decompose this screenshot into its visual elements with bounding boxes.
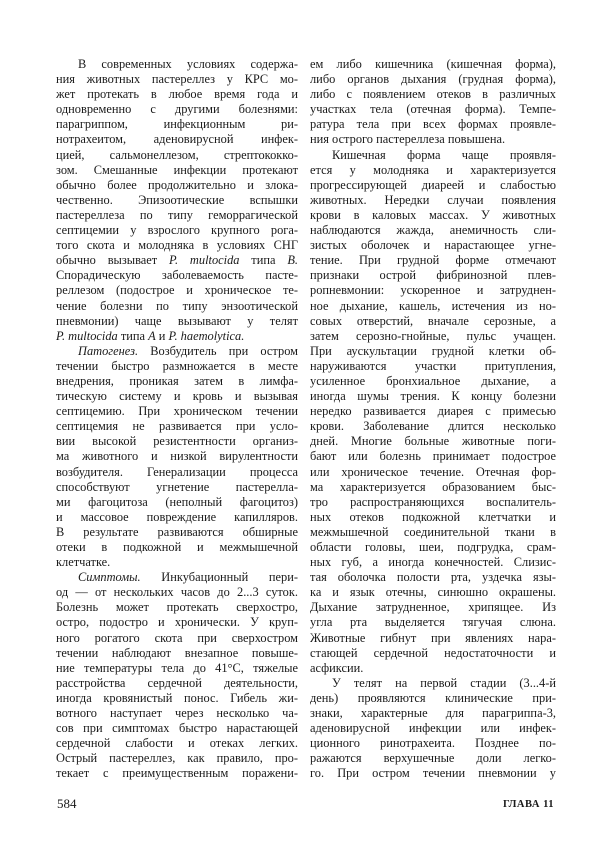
text-line bbox=[310, 615, 556, 630]
text-segment: тая оболочка полости рта, уздечка язы- bbox=[310, 570, 556, 585]
text-segment: од — от нескольких часов до 2...3 суток. bbox=[56, 585, 298, 600]
paragraph bbox=[56, 570, 298, 781]
paragraph bbox=[310, 57, 556, 148]
text-line bbox=[310, 299, 556, 314]
text-segment: ное дыхание, кашель, истечения из но- bbox=[310, 298, 556, 313]
text-segment: вотного наступает через несколько ча- bbox=[56, 706, 298, 721]
text-segment: бают или болезнь принимает подострое bbox=[310, 449, 556, 464]
text-line bbox=[310, 751, 556, 766]
text-line bbox=[310, 72, 556, 87]
text-line bbox=[310, 329, 556, 344]
text-line bbox=[56, 374, 298, 389]
text-line bbox=[310, 253, 556, 268]
text-line bbox=[56, 163, 298, 178]
text-segment: расстройства сердечной деятельности, bbox=[56, 675, 298, 690]
text-line bbox=[56, 253, 298, 268]
text-line bbox=[56, 117, 298, 132]
text-line bbox=[310, 117, 556, 132]
text-segment: зистых оболочек и нарастающее угне- bbox=[310, 238, 556, 253]
text-segment: типа bbox=[117, 328, 149, 343]
text-segment: При аускультации грудной клетки об- bbox=[310, 343, 556, 358]
text-segment: либо органов дыхания (грудная форма), bbox=[310, 72, 556, 87]
text-line bbox=[56, 178, 298, 193]
text-line bbox=[56, 329, 298, 344]
text-segment: межмышечной соединительной ткани в bbox=[310, 524, 556, 539]
text-segment: септицемии у взрослого крупного рога- bbox=[56, 223, 298, 238]
text-segment: ма характеризуется образованием быс- bbox=[310, 479, 556, 494]
text-segment: жет протекать в любое время года и bbox=[56, 87, 298, 102]
paragraph bbox=[310, 148, 556, 676]
text-line bbox=[56, 87, 298, 102]
text-segment: ния животных пастереллез у КРС мо- bbox=[56, 72, 298, 87]
text-line bbox=[310, 646, 556, 661]
italic-text: Патогенез. bbox=[78, 343, 139, 358]
text-line bbox=[310, 510, 556, 525]
text-line bbox=[310, 525, 556, 540]
text-line bbox=[56, 359, 298, 374]
text-line bbox=[310, 555, 556, 570]
text-segment: крови. Заболевание длится несколько bbox=[310, 419, 556, 434]
text-line bbox=[56, 389, 298, 404]
text-segment: асфиксии. bbox=[310, 660, 364, 675]
text-segment: ных отеков подкожной клетчатки и bbox=[310, 509, 556, 524]
paragraph bbox=[56, 57, 298, 344]
text-line bbox=[310, 148, 556, 163]
text-line bbox=[56, 208, 298, 223]
text-line bbox=[56, 57, 298, 72]
right-column bbox=[310, 57, 556, 782]
paragraph bbox=[56, 344, 298, 570]
text-segment: ма животного и низкой вирулентности bbox=[56, 449, 298, 464]
text-segment: области головы, шеи, подгрудка, срам- bbox=[310, 540, 556, 554]
text-line bbox=[310, 495, 556, 510]
text-segment: ка и язык отечны, синюшно окрашены. bbox=[310, 585, 556, 600]
text-line bbox=[56, 555, 298, 570]
text-segment: и bbox=[155, 328, 169, 343]
text-segment: Болезнь может протекать сверхостро, bbox=[56, 600, 298, 615]
text-segment: одновременно с другими болезнями: bbox=[56, 102, 298, 117]
text-segment: течении наблюдают внезапное повыше- bbox=[56, 645, 298, 660]
text-segment: наблюдаются жажда, анемичность сли- bbox=[310, 223, 556, 238]
text-line bbox=[310, 268, 556, 283]
text-segment: либо с появлением отеков в различных bbox=[310, 87, 556, 102]
text-line bbox=[56, 404, 298, 419]
text-line bbox=[310, 223, 556, 238]
text-segment: ми фагоцитоза (неполный фагоцитоз) bbox=[56, 494, 298, 509]
text-line bbox=[310, 238, 556, 253]
text-line bbox=[310, 283, 556, 298]
text-line bbox=[310, 721, 556, 736]
text-segment: В современных условиях содержа- bbox=[78, 57, 298, 71]
left-column bbox=[56, 57, 298, 782]
text-line bbox=[310, 314, 556, 329]
text-segment: сов при симптомах быстро нарастающей bbox=[56, 721, 298, 736]
text-segment: Спорадическую заболеваемость пасте- bbox=[56, 268, 298, 283]
text-segment: парагриппом, инфекционным ри- bbox=[56, 117, 298, 132]
text-line bbox=[56, 283, 298, 298]
text-segment: Острый пастереллез, как правило, про- bbox=[56, 751, 298, 766]
text-line bbox=[56, 193, 298, 208]
text-segment: затем серозно-гнойные, пульс учащен. bbox=[310, 328, 556, 343]
text-line bbox=[56, 751, 298, 766]
text-line bbox=[310, 193, 556, 208]
text-segment: ционного ринотрахеита. Позднее по- bbox=[310, 736, 556, 751]
text-segment: Возбудитель при остром bbox=[138, 343, 298, 358]
text-segment: иногда шумы трения. К концу болезни bbox=[310, 389, 556, 404]
text-segment: чественно. Эпизоотические вспышки bbox=[56, 192, 298, 207]
text-line bbox=[56, 223, 298, 238]
text-segment: наруживаются участки притупления, bbox=[310, 358, 556, 373]
italic-text: P. multocida bbox=[169, 253, 240, 268]
text-segment: ражаются верхушечные доли легко- bbox=[310, 751, 556, 766]
text-line bbox=[56, 615, 298, 630]
text-segment: крови в каловых массах. У животных bbox=[310, 207, 556, 222]
text-segment: совых отверстий, вначале серозные, а bbox=[310, 313, 556, 328]
text-line bbox=[56, 132, 298, 147]
text-segment: или хроническое течение. Отечная фор- bbox=[310, 464, 556, 479]
page-number: 584 bbox=[57, 796, 77, 811]
text-line bbox=[56, 268, 298, 283]
text-segment: У телят на первой стадии (3...4-й bbox=[332, 675, 556, 690]
text-segment: отеки в подкожной и межмышечной bbox=[56, 540, 298, 554]
text-line bbox=[56, 299, 298, 314]
text-segment: го. При остром течении пневмонии у bbox=[310, 766, 556, 781]
text-line bbox=[310, 600, 556, 615]
text-segment: остро, подостро и хронически. У круп- bbox=[56, 615, 298, 630]
text-line bbox=[310, 570, 556, 585]
text-segment: ного рогатого скота при сверхостром bbox=[56, 630, 298, 645]
text-segment: Животные гибнут при явлениях нара- bbox=[310, 630, 556, 645]
text-line bbox=[56, 102, 298, 117]
italic-text: Симптомы. bbox=[78, 570, 141, 585]
text-segment: ратура тела при всех формах проявле- bbox=[310, 117, 556, 132]
text-segment: пневмонии) чаще вызывают у телят bbox=[56, 313, 298, 328]
text-line bbox=[56, 480, 298, 495]
text-line bbox=[310, 208, 556, 223]
text-line bbox=[310, 691, 556, 706]
text-segment: день) проявляются клинические при- bbox=[310, 690, 556, 705]
text-segment: угла рта выделяется тягучая слюна. bbox=[310, 615, 556, 630]
text-line bbox=[310, 87, 556, 102]
text-line bbox=[310, 480, 556, 495]
text-segment: ропневмонии: ускоренное и затруднен- bbox=[310, 283, 556, 298]
text-line bbox=[56, 540, 298, 555]
text-line bbox=[310, 766, 556, 781]
text-segment: типа bbox=[239, 253, 288, 268]
text-segment: ние температуры тела до 41°С, тяжелые bbox=[56, 660, 298, 675]
text-segment: реллезом (подострое и хроническое те- bbox=[56, 283, 298, 298]
text-segment: обычно вызывает bbox=[56, 253, 170, 268]
text-segment: того скота и молодняка в условиях СНГ bbox=[56, 238, 298, 253]
text-line bbox=[56, 600, 298, 615]
text-line bbox=[310, 344, 556, 359]
text-line bbox=[310, 163, 556, 178]
text-segment: ных губ, а иногда конечностей. Слизис- bbox=[310, 555, 556, 570]
text-segment: тение. При грудной форме отмечают bbox=[310, 253, 556, 268]
text-line bbox=[310, 736, 556, 751]
text-line bbox=[56, 434, 298, 449]
running-footer-chapter: ГЛАВА 11 bbox=[503, 799, 554, 810]
text-line bbox=[310, 465, 556, 480]
text-line bbox=[56, 510, 298, 525]
text-segment: пастереллеза по типу геморрагической bbox=[56, 207, 298, 222]
italic-text: P. haemolytica. bbox=[168, 328, 245, 343]
text-line bbox=[56, 238, 298, 253]
text-line bbox=[310, 132, 556, 147]
text-segment: внедрения, проникая затем в лимфа- bbox=[56, 373, 298, 388]
text-line bbox=[56, 721, 298, 736]
text-segment: животных. Нередки случаи появления bbox=[310, 192, 556, 207]
text-line bbox=[310, 102, 556, 117]
paragraph bbox=[310, 676, 556, 782]
text-segment: септицемию. При хроническом течении bbox=[56, 404, 298, 419]
text-line bbox=[56, 691, 298, 706]
text-line bbox=[56, 449, 298, 464]
text-line bbox=[310, 540, 556, 555]
text-line bbox=[310, 389, 556, 404]
text-line bbox=[310, 661, 556, 676]
italic-text: A bbox=[148, 328, 156, 343]
text-segment: возбудителя. Генерализации процесса bbox=[56, 464, 298, 479]
text-segment: Кишечная форма чаще проявля- bbox=[332, 147, 556, 162]
text-line bbox=[310, 706, 556, 721]
text-line bbox=[310, 631, 556, 646]
text-line bbox=[56, 570, 298, 585]
text-line bbox=[56, 585, 298, 600]
text-line bbox=[310, 374, 556, 389]
text-line bbox=[56, 148, 298, 163]
text-line bbox=[56, 646, 298, 661]
text-segment: участках тела (отечная форма). Темпе- bbox=[310, 102, 556, 117]
text-segment: течении быстро размножается в месте bbox=[56, 358, 298, 373]
text-line bbox=[56, 706, 298, 721]
text-segment: Дыхание затрудненное, хрипящее. Из bbox=[310, 600, 556, 615]
text-line bbox=[56, 495, 298, 510]
text-segment: стающей сердечной недостаточности и bbox=[310, 645, 556, 660]
text-segment: клетчатке. bbox=[56, 555, 111, 570]
text-segment: тическую систему и кровь и вызывая bbox=[56, 389, 298, 404]
text-segment: ется у молодняка и характеризуется bbox=[310, 162, 556, 177]
text-segment: способствуют угнетение пастерелла- bbox=[56, 479, 298, 494]
text-segment: В результате развиваются обширные bbox=[56, 524, 298, 539]
text-line bbox=[310, 404, 556, 419]
text-line bbox=[56, 736, 298, 751]
text-segment: вии высокой резистентности организ- bbox=[56, 434, 298, 449]
text-line bbox=[310, 57, 556, 72]
text-segment: тро распространяющихся воспалитель- bbox=[310, 494, 556, 509]
italic-text: P. multocida bbox=[56, 328, 118, 343]
text-line bbox=[310, 434, 556, 449]
text-segment: дней. Многие больные животные поги- bbox=[310, 434, 556, 449]
text-line bbox=[310, 585, 556, 600]
text-segment: знаки, характерные для парагриппа-3, bbox=[310, 706, 556, 721]
text-segment: чение болезни по типу энзоотической bbox=[56, 298, 298, 313]
text-segment: и массовое повреждение капилляров. bbox=[56, 509, 298, 524]
text-line bbox=[56, 419, 298, 434]
text-line bbox=[56, 314, 298, 329]
text-line bbox=[56, 525, 298, 540]
text-line bbox=[310, 178, 556, 193]
text-segment: нередко развивается диарея с примесью bbox=[310, 404, 556, 419]
text-line bbox=[56, 72, 298, 87]
text-line bbox=[310, 449, 556, 464]
text-line bbox=[310, 359, 556, 374]
text-segment: ния острого пастереллеза повышена. bbox=[310, 132, 506, 147]
text-line bbox=[310, 676, 556, 691]
text-segment: сердечной слабости и отеках легких. bbox=[56, 736, 298, 751]
text-segment: текает с преимущественным поражени- bbox=[56, 766, 298, 781]
italic-text: B. bbox=[287, 253, 298, 268]
text-segment: цией, сальмонеллезом, стрептококко- bbox=[56, 147, 298, 162]
text-segment: аденовирусной инфекции или инфек- bbox=[310, 721, 556, 736]
text-segment: Инкубационный пери- bbox=[140, 570, 298, 585]
text-segment: ем либо кишечника (кишечная форма), bbox=[310, 57, 556, 71]
text-segment: обычно более продолжительно и злока- bbox=[56, 177, 298, 192]
text-segment: септицемия не развивается при усло- bbox=[56, 419, 298, 434]
text-segment: зом. Смешанные инфекции протекают bbox=[56, 162, 298, 177]
text-segment: иногда кровянистый понос. Гибель жи- bbox=[56, 690, 298, 705]
text-segment: прогрессирующей диареей и слабостью bbox=[310, 177, 556, 192]
text-line bbox=[56, 766, 298, 781]
text-line bbox=[56, 465, 298, 480]
text-line bbox=[56, 676, 298, 691]
text-line bbox=[56, 661, 298, 676]
text-segment: нотрахеитом, аденовирусной инфек- bbox=[56, 132, 298, 147]
text-line bbox=[310, 419, 556, 434]
text-segment: усиленное бронхиальное дыхание, а bbox=[310, 373, 556, 388]
text-line bbox=[56, 344, 298, 359]
text-line bbox=[56, 631, 298, 646]
text-segment: признаки острой фибринозной плев- bbox=[310, 268, 556, 283]
